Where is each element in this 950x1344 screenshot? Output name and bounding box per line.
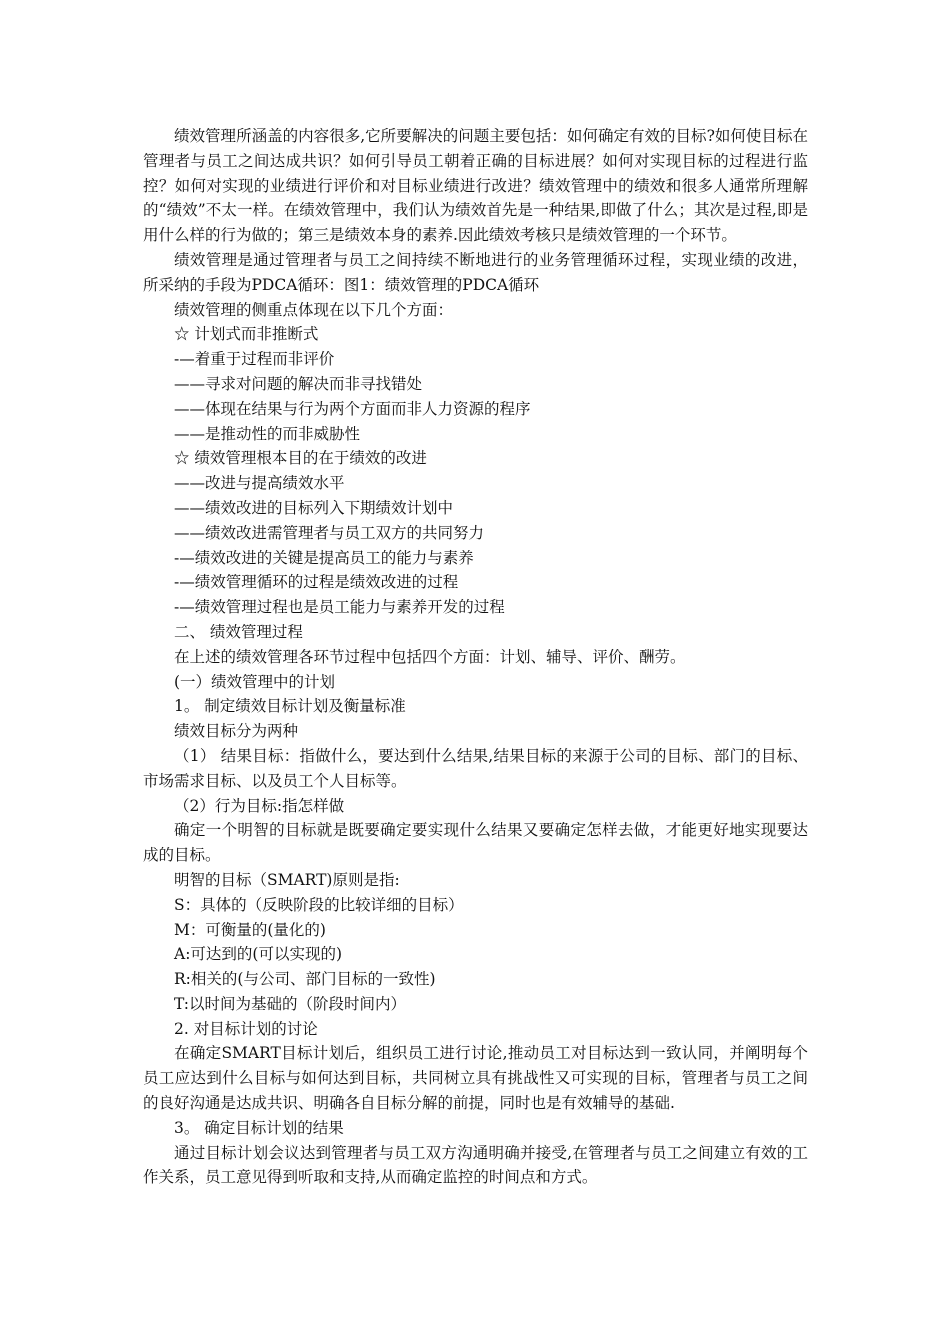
list-item: ☆ 计划式而非推断式	[174, 325, 319, 344]
paragraph-focus-heading: 绩效管理的侧重点体现在以下几个方面：	[174, 300, 454, 319]
list-item: -—绩效改进的关键是提高员工的能力与素养	[174, 548, 474, 567]
paragraph-intro: 绩效管理所涵盖的内容很多,它所要解决的问题主要包括：如何确定有效的目标?如何使目标在管理者与员工之间达成共识？如何引导员工朝着正确的目标进展？如何对实现目标的过程进行监控？如何对实现的业绩进行评价和对目标业绩进行改进？绩效管理中的绩效和很多人通常所理解的“绩效”不太一样。在绩效管理中，我们认为绩效首先是一种结果,即做了什么；其次是过程,即是用什么样的行为做的；第三是绩效本身的素养.因此绩效考核只是绩效管理的一个环节。	[143, 127, 808, 245]
smart-item: R:相关的(与公司、部门目标的一致性)	[174, 970, 436, 989]
paragraph-pdca: 绩效管理是通过管理者与员工之间持续不断地进行的业务管理循环过程，实现业绩的改进，所采纳的手段为PDCA循环：图1：绩效管理的PDCA循环	[143, 250, 808, 294]
smart-item: A:可达到的(可以实现的)	[174, 945, 343, 964]
smart-item: T:以时间为基础的（阶段时间内）	[174, 994, 407, 1013]
subsection-heading: 3。 确定目标计划的结果	[174, 1118, 344, 1137]
subsection-heading: (一）绩效管理中的计划	[174, 672, 336, 691]
paragraph: 在确定SMART目标计划后，组织员工进行讨论,推动员工对目标达到一致认同，并阐明每个员工应达到什么目标与如何达到目标，共同树立具有挑战性又可实现的目标，管理者与员工之间的良好沟通是达成共识、明确各自目标分解的前提，同时也是有效辅导的基础.	[143, 1044, 808, 1113]
list-item: ——寻求对问题的解决而非寻找错处	[174, 374, 423, 393]
document-body	[143, 124, 808, 1190]
list-item: ——绩效改进的目标列入下期绩效计划中	[174, 498, 454, 517]
list-item: -—绩效管理过程也是员工能力与素养开发的过程	[174, 598, 505, 617]
paragraph: （1） 结果目标：指做什么，要达到什么结果,结果目标的来源于公司的目标、部门的目标、市场需求目标、以及员工个人目标等。	[143, 746, 808, 790]
paragraph: 绩效目标分为两种	[174, 722, 299, 741]
subsection-heading: 1。 制定绩效目标计划及衡量标准	[174, 697, 406, 716]
list-item: ——是推动性的而非威胁性	[174, 424, 361, 443]
list-item: -—绩效管理循环的过程是绩效改进的过程	[174, 573, 459, 592]
paragraph: 通过目标计划会议达到管理者与员工双方沟通明确并接受,在管理者与员工之间建立有效的工作关系，员工意见得到听取和支持,从而确定监控的时间点和方式。	[143, 1143, 808, 1187]
smart-item: S：具体的（反映阶段的比较详细的目标）	[174, 895, 464, 914]
paragraph: （2）行为目标:指怎样做	[174, 796, 345, 815]
list-item: ——改进与提高绩效水平	[174, 474, 345, 493]
list-item: ——绩效改进需管理者与员工双方的共同努力	[174, 523, 485, 542]
section-heading: 二、 绩效管理过程	[174, 622, 303, 641]
paragraph: 明智的目标（SMART)原则是指:	[174, 870, 400, 889]
paragraph: 在上述的绩效管理各环节过程中包括四个方面：计划、辅导、评价、酬劳。	[174, 647, 686, 666]
list-item: ——体现在结果与行为两个方面而非人力资源的程序	[174, 399, 531, 418]
list-item: -—着重于过程而非评价	[174, 350, 335, 369]
subsection-heading: 2. 对目标计划的讨论	[174, 1019, 318, 1038]
paragraph: 确定一个明智的目标就是既要确定要实现什么结果又要确定怎样去做，才能更好地实现要达成的目标。	[143, 821, 808, 865]
list-item: ☆ 绩效管理根本目的在于绩效的改进	[174, 449, 427, 468]
smart-item: M：可衡量的(量化的)	[174, 920, 326, 939]
